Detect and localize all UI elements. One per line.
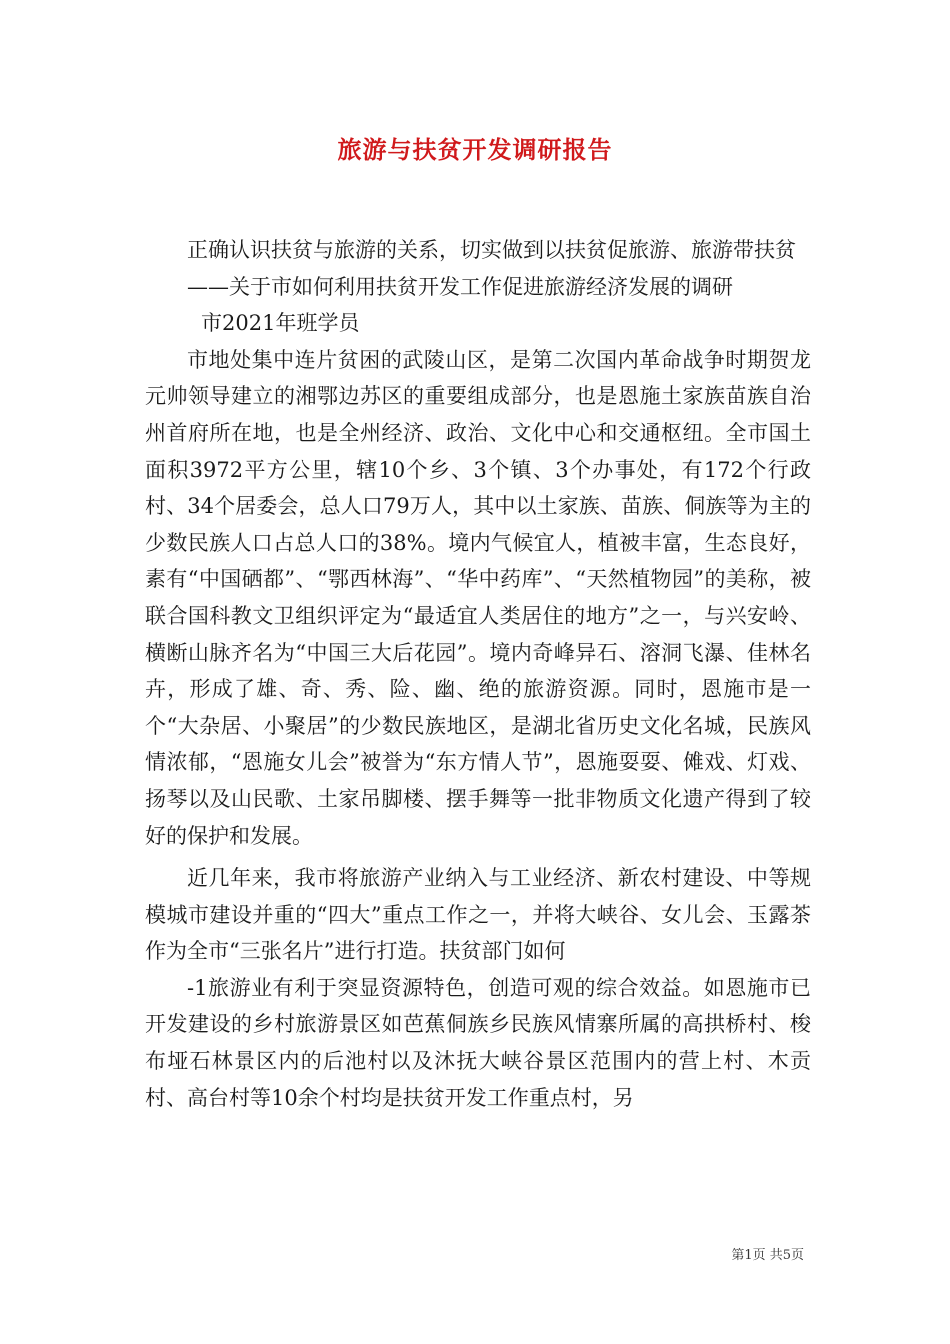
document-body — [145, 232, 811, 1116]
report-subtitle: ——关于市如何利用扶贫开发工作促进旅游经济发展的调研 — [187, 274, 733, 299]
page-indicator: 第1页 共5页 — [731, 1248, 804, 1263]
paragraph-2: 近几年来，我市将旅游产业纳入与工业经济、新农村建设、中等规模城市建设并重的“四大”重点工作之一，并将大峡谷、女儿会、玉露茶作为全市“三张名片”进行打造。扶贫部门如何 — [145, 866, 811, 964]
report-heading: 正确认识扶贫与旅游的关系，切实做到以扶贫促旅游、旅游带扶贫 — [187, 238, 796, 262]
report-author: 市2021年班学员 — [201, 311, 360, 336]
paragraph-3: -1旅游业有利于突显资源特色，创造可观的综合效益。如恩施市已开发建设的乡村旅游景区如芭蕉侗族乡民族风情寨所属的高拱桥村、梭布垭石林景区内的后池村以及沐抚大峡谷景区范围内的营上村、木贡村、高台村等10余个村均是扶贫开发工作重点村，另 — [145, 975, 811, 1110]
document-title: 旅游与扶贫开发调研报告 — [337, 135, 613, 164]
paragraph-1: 市地处集中连片贫困的武陵山区，是第二次国内革命战争时期贺龙元帅领导建立的湘鄂边苏区的重要组成部分，也是恩施土家族苗族自治州首府所在地，也是全州经济、政治、文化中心和交通枢纽。全市国土面积3972平方公里，辖10个乡、3个镇、3个办事处，有172个行政村、34个居委会，总人口79万人，其中以土家族、苗族、侗族等为主的少数民族人口占总人口的38%。境内气候宜人，植被丰富，生态良好，素有“中国硒都”、“鄂西林海”、“华中药库”、“天然植物园”的美称，被联合国科教文卫组织评定为“最适宜人类居住的地方”之一，与兴安岭、横断山脉齐名为“中国三大后花园”。境内奇峰异石、溶洞飞瀑、佳林名卉，形成了雄、奇、秀、险、幽、绝的旅游资源。同时，恩施市是一个“大杂居、小聚居”的少数民族地区，是湖北省历史文化名城，民族风情浓郁，“恩施女儿会”被誉为“东方情人节”，恩施耍耍、傩戏、灯戏、扬琴以及山民歌、土家吊脚楼、摆手舞等一批非物质文化遗产得到了较好的保护和发展。 — [145, 347, 811, 848]
